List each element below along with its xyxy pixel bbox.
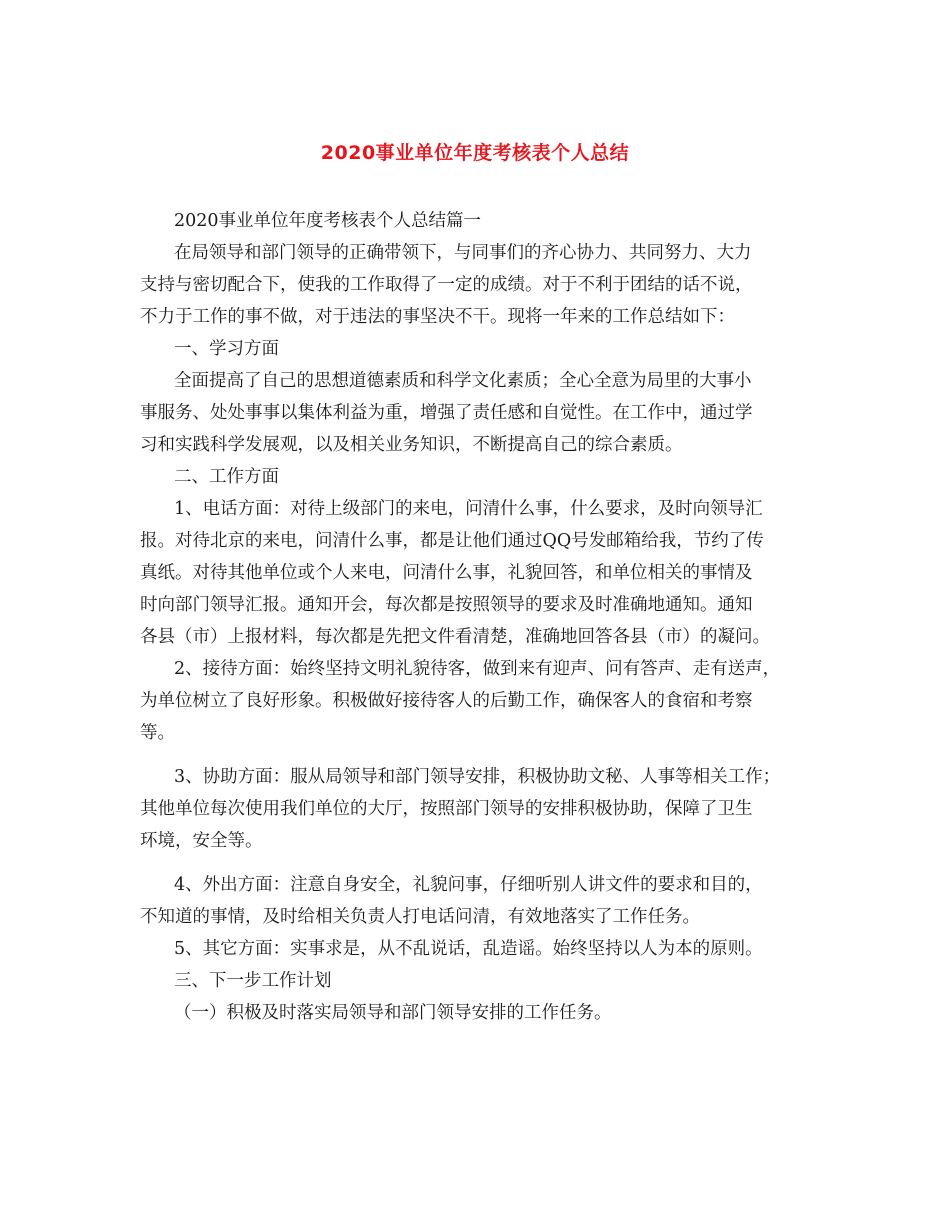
paragraph-line: 1、电话方面：对待上级部门的来电，问清什么事，什么要求，及时向领导汇 [174, 499, 763, 519]
paragraph-line: 环境，安全等。 [140, 831, 263, 851]
paragraph-line: 其他单位每次使用我们单位的大厅，按照部门领导的安排积极协助，保障了卫生 [140, 799, 753, 819]
paragraph-line: 5、其它方面：实事求是，从不乱说话，乱造谣。始终坚持以人为本的原则。 [174, 939, 763, 959]
section-heading: 一、学习方面 [174, 339, 279, 359]
paragraph-line: 各县（市）上报材料，每次都是先把文件看清楚，准确地回答各县（市）的凝问。 [140, 627, 770, 647]
paragraph-line: 4、外出方面：注意自身安全，礼貌问事，仔细听别人讲文件的要求和目的， [174, 875, 763, 895]
paragraph-line: 习和实践科学发展观，以及相关业务知识，不断提高自己的综合素质。 [140, 435, 683, 455]
paragraph-line: 在局领导和部门领导的正确带领下，与同事们的齐心协力、共同努力、大力 [174, 243, 752, 263]
section-heading: 三、下一步工作计划 [174, 971, 332, 991]
paragraph-line: 3、协助方面：服从局领导和部门领导安排，积极协助文秘、人事等相关工作； [174, 767, 781, 787]
document-title: 2020事业单位年度考核表个人总结 [320, 142, 630, 164]
paragraph-line: 不知道的事情，及时给相关负责人打电话问清，有效地落实了工作任务。 [140, 907, 700, 927]
section-heading: 2020事业单位年度考核表个人总结篇一 [174, 211, 482, 231]
paragraph-line: 时向部门领导汇报。通知开会，每次都是按照领导的要求及时准确地通知。通知 [140, 595, 753, 615]
paragraph-line: 支持与密切配合下，使我的工作取得了一定的成绩。对于不利于团结的话不说， [140, 275, 753, 295]
paragraph-line: 全面提高了自己的思想道德素质和科学文化素质；全心全意为局里的大事小 [174, 371, 752, 391]
paragraph-line: 事服务、处处事事以集体利益为重，增强了责任感和自觉性。在工作中，通过学 [140, 403, 753, 423]
paragraph-line: 报。对待北京的来电，问清什么事，都是让他们通过QQ号发邮箱给我，节约了传 [140, 531, 764, 551]
paragraph-line: 不力于工作的事不做，对于违法的事坚决不干。现将一年来的工作总结如下： [140, 307, 735, 327]
paragraph-line: 为单位树立了良好形象。积极做好接待客人的后勤工作，确保客人的食宿和考察 [140, 691, 753, 711]
paragraph-line: 2、接待方面：始终坚持文明礼貌待客，做到来有迎声、问有答声、走有送声， [174, 659, 781, 679]
section-heading: 二、工作方面 [174, 467, 279, 487]
paragraph-line: （一）积极及时落实局领导和部门领导安排的工作任务。 [174, 1003, 612, 1023]
paragraph-line: 等。 [140, 723, 175, 743]
document-body [140, 205, 810, 1029]
paragraph-line: 真纸。对待其他单位或个人来电，问清什么事，礼貌回答，和单位相关的事情及 [140, 563, 753, 583]
